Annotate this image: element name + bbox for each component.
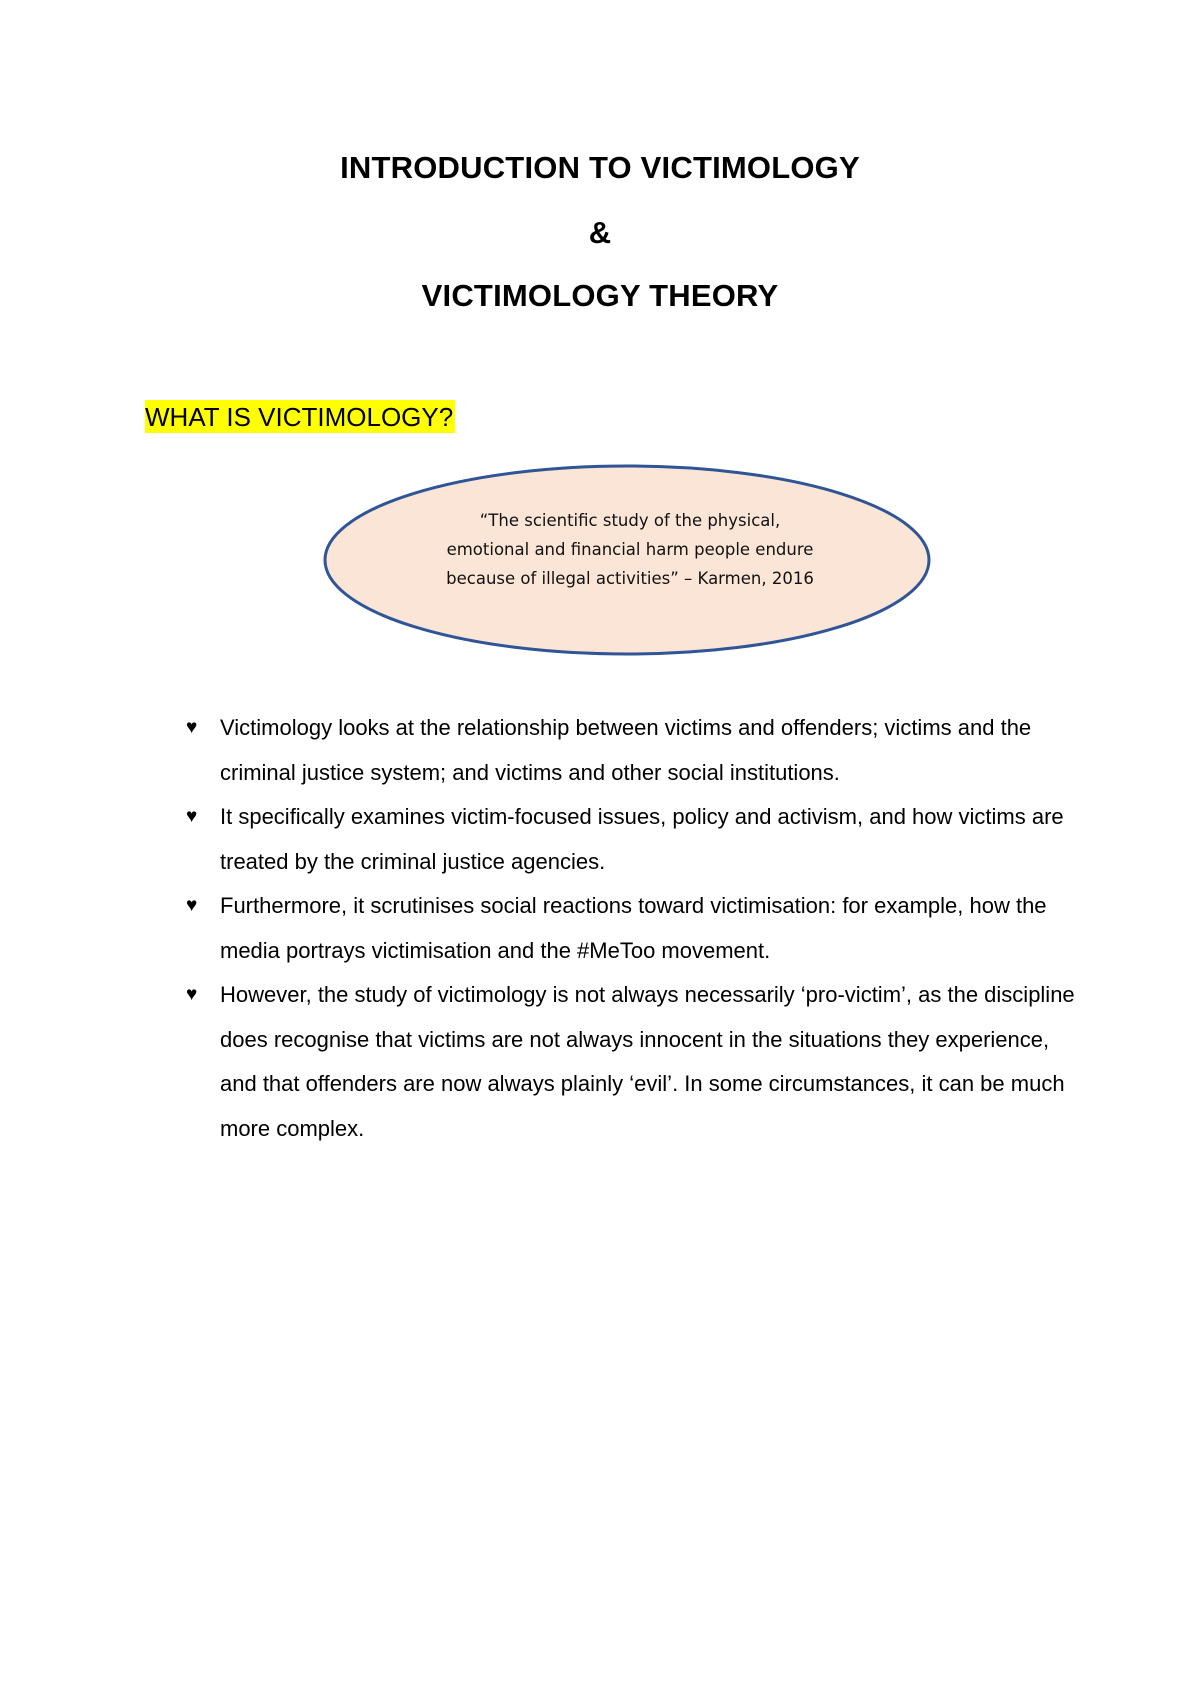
bullet-text: Furthermore, it scrutinises social reactions toward victimisation: for example, how the media portrays victimisation and the #MeToo movement. <box>220 893 1047 963</box>
bullet-text: It specifically examines victim-focused issues, policy and activism, and how victims are treated by the criminal justice agencies. <box>220 804 1064 874</box>
heart-icon: ♥ <box>186 895 198 916</box>
victimology-bullet-list <box>186 706 1086 1151</box>
list-item <box>186 795 1086 884</box>
bullet-text: Victimology looks at the relationship between victims and offenders; victims and the criminal justice system; and victims and other social institutions. <box>220 715 1032 785</box>
document-title-line-1: INTRODUCTION TO VICTIMOLOGY <box>340 150 860 185</box>
heart-icon: ♥ <box>186 717 198 738</box>
document-title-line-2: VICTIMOLOGY THEORY <box>421 278 779 313</box>
list-item <box>186 884 1086 973</box>
section-heading-what-is-victimology: WHAT IS VICTIMOLOGY? <box>145 402 454 432</box>
document-title-ampersand: & <box>588 215 612 250</box>
heart-icon: ♥ <box>186 806 198 827</box>
bullet-text: However, the study of victimology is not always necessarily ‘pro-victim’, as the discipline does recognise that victims are not always innocent in the situations they experience, and that offenders are now always plainly ‘evil’. In some circumstances, it can be much more complex. <box>220 982 1075 1141</box>
definition-quote-text: “The scientific study of the physical, emotional and financial harm people endure because of illegal activities” – Karmen, 2016 <box>446 511 814 588</box>
list-item <box>186 973 1086 1151</box>
heart-icon: ♥ <box>186 984 198 1005</box>
list-item <box>186 706 1086 795</box>
